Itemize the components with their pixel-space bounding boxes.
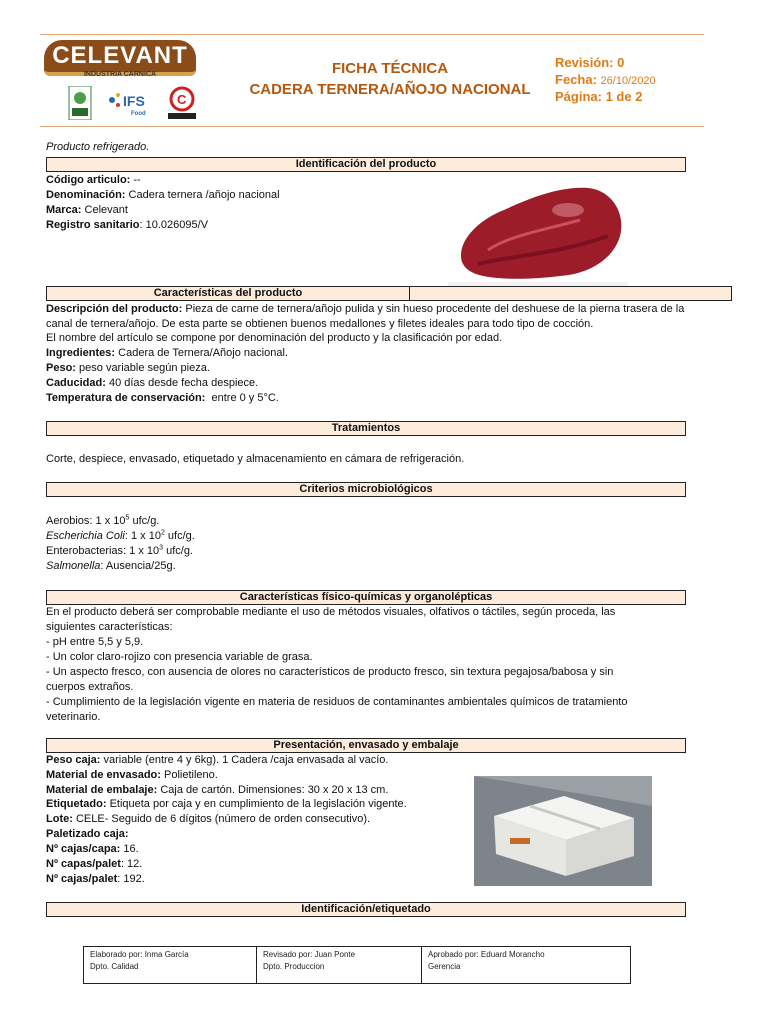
header-top-rule [40,34,704,35]
meat-image [448,176,628,288]
section-microbiology: Criterios microbiológicos [46,482,686,497]
box-weight-line: Peso caja: variable (entre 4 y 6kg). 1 Cadera /caja envasada al vacío. [46,754,389,766]
treatments-text: Corte, despiece, envasado, etiquetado y almacenamiento en cámara de refrigeración. [46,453,465,465]
section-physico-chemical: Características físico-químicas y organolépticas [46,590,686,605]
company-logo: CELEVANT [44,40,196,76]
boxes-per-layer-line: Nº cajas/capa: 16. [46,843,139,855]
physico-line-4: - Un color claro-rojizo con presencia variable de grasa. [46,651,313,663]
page-number: Página: 1 de 2 [555,89,643,104]
physico-line-7: - Cumplimiento de la legislación vigente en materia de residuos de contaminantes ambientales químicos de tratamiento [46,696,628,708]
aerobios-line: Aerobios: 1 x $10^5$ ufc/g. [46,514,160,527]
box-image [474,776,652,886]
svg-text:Food: Food [131,111,146,117]
name-line: Denominación: Cadera ternera /añojo nacional [46,189,280,201]
salmonella-line: Salmonella: Ausencia/25g. [46,560,176,572]
header-bottom-rule [40,126,704,127]
product-title: CADERA TERNERA/AÑOJO NACIONAL [249,81,531,98]
logo-subtitle: INDUSTRIA CÁRNICA [83,71,157,78]
section-treatments: Tratamientos [46,421,686,436]
document-title: FICHA TÉCNICA [331,60,449,77]
description-line-3: El nombre del artículo se compone por denominación del producto y la clasificación por edad. [46,332,503,344]
physico-line-1: En el producto deberá ser comprobable mediante el uso de métodos visuales, olfativos o táctiles, según proceda, las [46,606,616,618]
expiry-line: Caducidad: 40 días desde fecha despiece. [46,377,259,389]
weight-line: Peso: peso variable según pieza. [46,362,210,374]
physico-line-2: siguientes características: [46,621,173,633]
section-characteristics: Características del producto [46,286,732,301]
footer-reviewed: Revisado por: Juan Ponte Dpto. Produccion [256,946,422,984]
intro-text: Producto refrigerado. [46,141,150,153]
footer-prepared: Elaborado por: Inma García Dpto. Calidad [83,946,257,984]
date: Fecha: 26/10/2020 [555,72,656,87]
section-identification: Identificación del producto [46,157,686,172]
code-line: Código articulo: -- [46,174,141,186]
lot-line: Lote: CELE- Seguido de 6 dígitos (número de orden consecutivo). [46,813,371,825]
registry-line: Registro sanitario: 10.026095/V [46,219,209,231]
revision: Revisión: 0 [555,55,625,70]
layers-per-pallet-line: Nº capas/palet: 12. [46,858,143,870]
section-packaging: Presentación, envasado y embalaje [46,738,686,753]
certicar-icon [164,86,200,120]
ingredients-line: Ingredientes: Cadera de Ternera/Añojo nacional. [46,347,288,359]
svg-text:IFS: IFS [123,93,145,109]
labeling-line: Etiquetado: Etiqueta por caja y en cumplimiento de la legislación vigente. [46,798,407,810]
bureau-veritas-icon [66,86,94,120]
physico-line-3: - pH entre 5,5 y 5,9. [46,636,144,648]
ifs-food-icon [104,86,154,120]
description-line-2: canal de ternera/añojo. De esta parte se obtienen buenos medallones y filetes ideales para todo tipo de cocción. [46,318,594,330]
svg-text:C: C [177,92,187,107]
description-line-1: Descripción del producto: Pieza de carne de ternera/añojo pulida y sin hueso procedente del deshuese de la pierna trasera de la [46,303,685,315]
packing-line: Material de embalaje: Caja de cartón. Dimensiones: 30 x 20 x 13 cm. [46,784,389,796]
brand-line: Marca: Celevant [46,204,128,216]
material-line: Material de envasado: Polietileno. [46,769,218,781]
boxes-per-pallet-line: Nº cajas/palet: 192. [46,873,145,885]
physico-line-5: - Un aspecto fresco, con ausencia de olores no característicos de producto fresco, sin textura pegajosa/babosa y sin [46,666,614,678]
physico-line-8: veterinario. [46,711,101,723]
ecoli-line: Escherichia Coli: 1 x $10^2$ ufc/g. [46,529,195,542]
enterobacterias-line: Enterobacterias: 1 x $10^3$ ufc/g. [46,544,193,557]
temperature-line: Temperatura de conservación: entre 0 y 5°C. [46,392,279,404]
pallet-heading: Paletizado caja: [46,828,129,840]
physico-line-6: cuerpos extraños. [46,681,134,693]
section-labeling: Identificación/etiquetado [46,902,686,917]
footer-approved: Aprobado por: Eduard Morancho Gerencia [421,946,631,984]
